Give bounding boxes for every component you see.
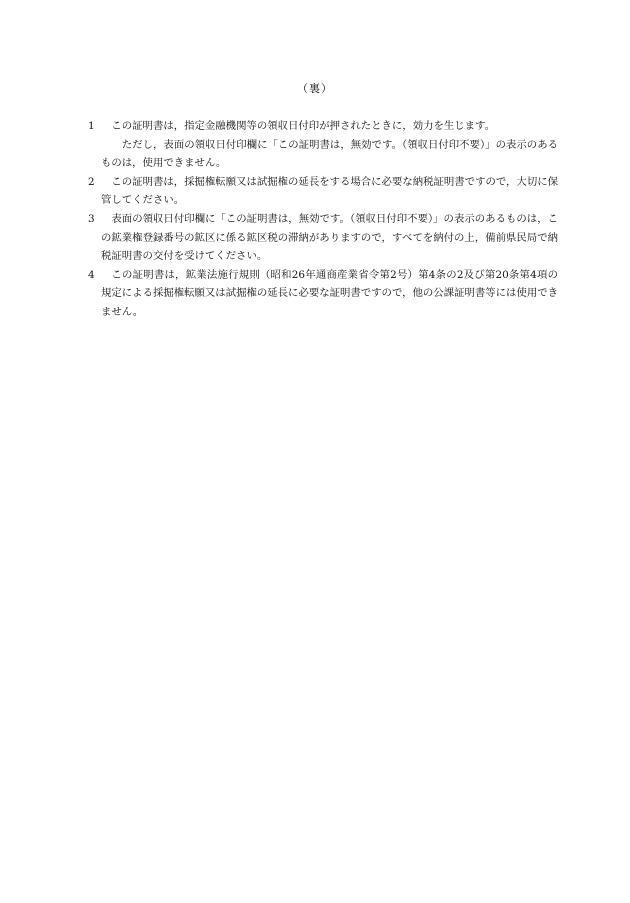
note-item-4	[88, 266, 558, 322]
note-number: 2	[88, 175, 95, 188]
note-item-3	[88, 210, 558, 266]
note-subtext: ただし，表面の領収日付印欄に「この証明書は，無効です。（領収日付印不要）」の表示のあるものは，使用できません。	[101, 138, 558, 170]
note-text: この証明書は，鉱業法施行規則（昭和26年通商産業省令第2号）第4条の2及び第20条第4項の規定による採掘権転願又は試掘権の延長に必要な証明書ですので，他の公課証明書等には使用できません。	[101, 268, 558, 318]
note-number: 1	[88, 120, 95, 132]
note-number: 4	[88, 268, 95, 281]
note-text: この証明書は，採掘権転願又は試掘権の延長をする場合に必要な納税証明書ですので，大切に保管してください。	[101, 175, 558, 207]
note-item-2	[88, 173, 558, 210]
note-text: この証明書は，指定金融機関等の領収日付印が押されたときに，効力を生じます。	[111, 120, 496, 132]
notes-list	[88, 117, 558, 322]
note-number: 3	[88, 212, 95, 225]
note-item-1	[88, 117, 558, 173]
note-text: 表面の領収日付印欄に「この証明書は，無効です。（領収日付印不要）」の表示のあるものは，この鉱業権登録番号の鉱区に係る鉱区税の滞納がありますので，すべてを納付の上，備前県民局で納税証明書の交付を受けてください。	[101, 212, 558, 263]
page-heading: （裏）	[297, 82, 333, 95]
